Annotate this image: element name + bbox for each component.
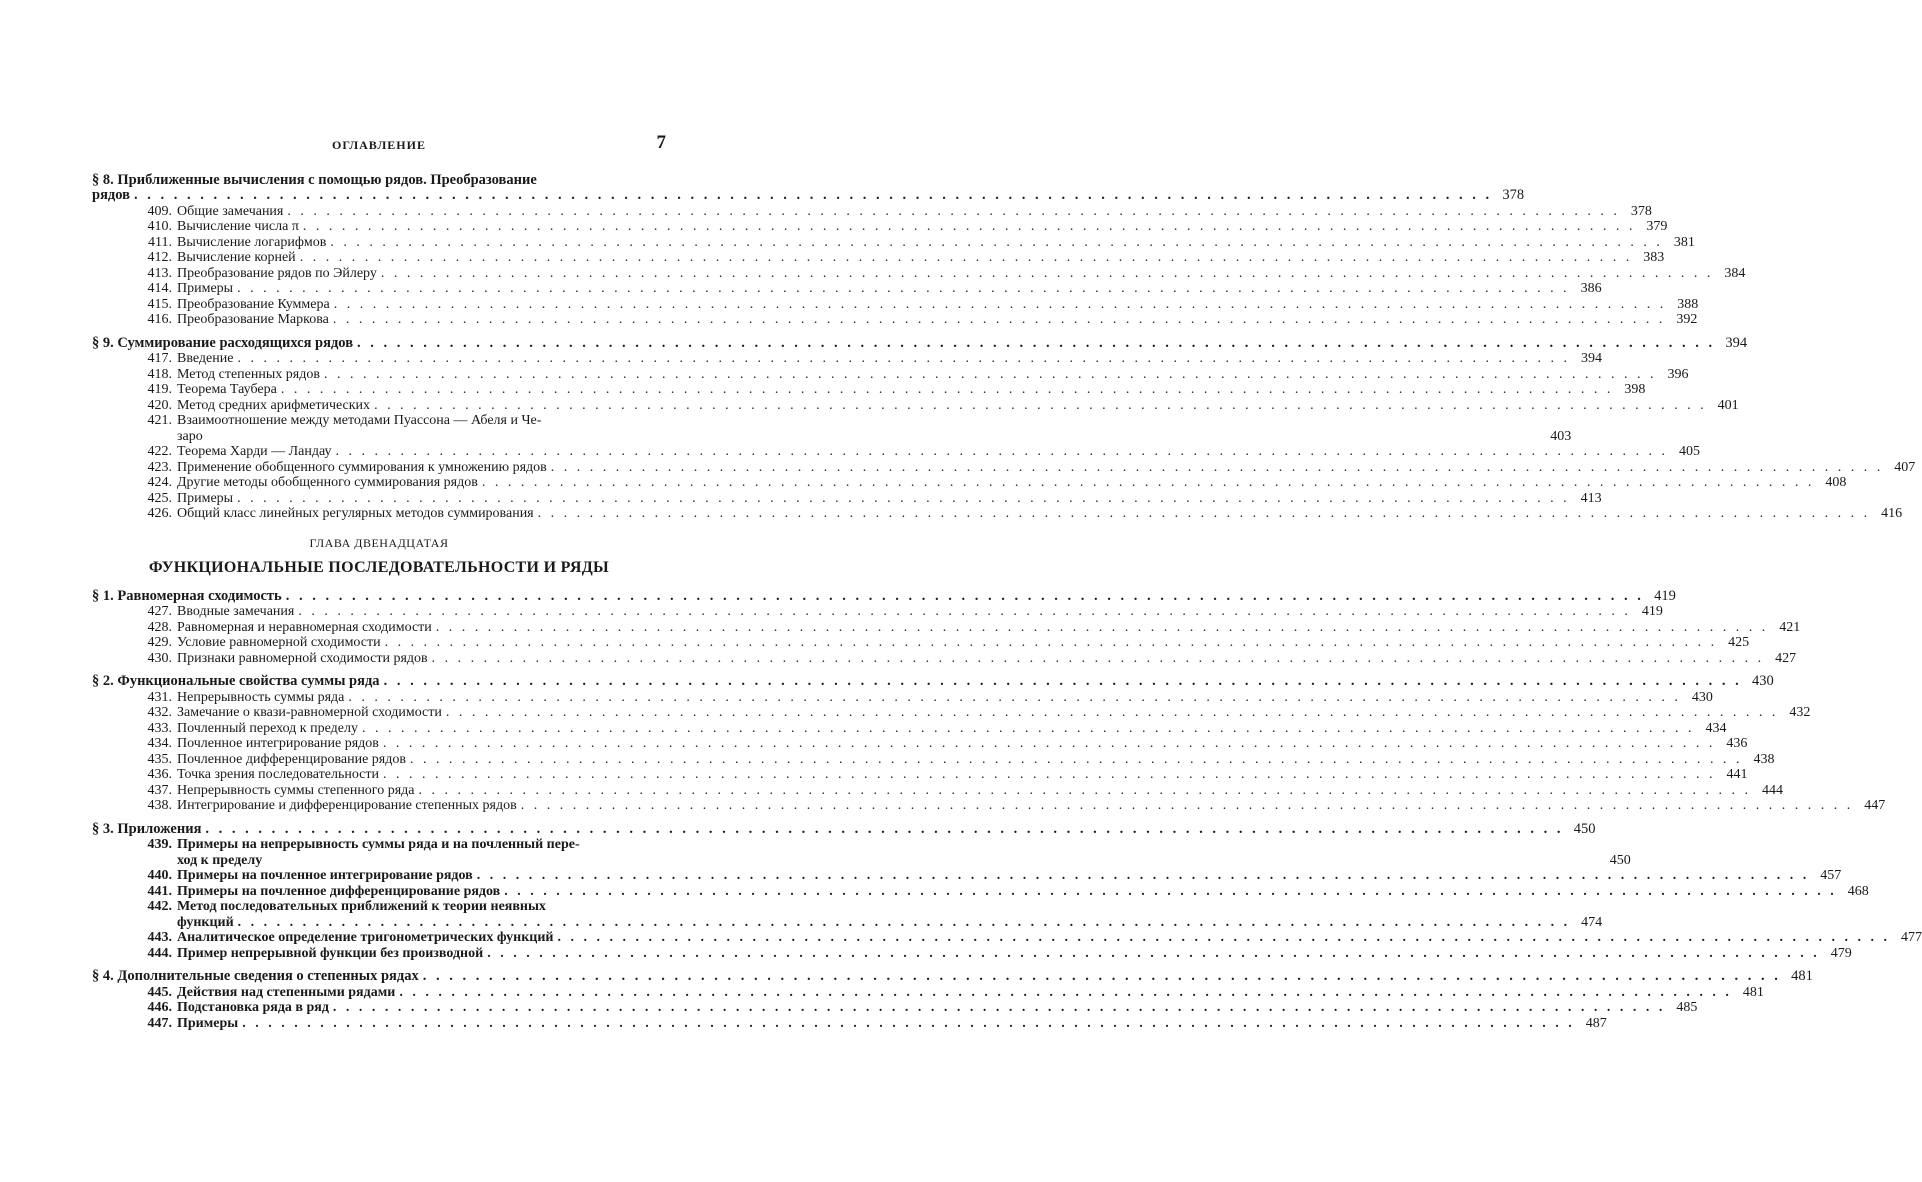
- section-title-text: Приложения: [117, 820, 202, 837]
- item-page: 441: [1726, 767, 1748, 782]
- toc-item: [92, 767, 1748, 783]
- item-page: 407: [1894, 459, 1916, 475]
- item-number: 416.: [147, 312, 172, 327]
- item-number: 423.: [147, 459, 172, 475]
- leader-dots: [134, 188, 1492, 204]
- leader-dots: [237, 351, 1570, 367]
- item-number: 409.: [147, 203, 172, 219]
- toc-item: [92, 868, 1842, 884]
- toc-items: [92, 444, 1916, 522]
- item-text: Преобразование рядов по Эйлеру: [177, 265, 377, 281]
- section-heading: [92, 673, 1774, 690]
- item-text-line1: Примеры на непрерывность суммы ряда и на почленный пере-: [177, 837, 580, 852]
- leader-dots: [521, 798, 1854, 814]
- item-page: 416: [1881, 506, 1903, 521]
- leader-dots: [336, 444, 1669, 460]
- item-number: 425.: [147, 490, 172, 506]
- item-number: 414.: [147, 281, 172, 296]
- item-text-line2: ход к пределу: [177, 852, 263, 868]
- leader-dots: [383, 736, 1716, 752]
- item-page: 425: [1728, 635, 1750, 650]
- toc-item: [92, 720, 1727, 737]
- toc-item: [92, 281, 1602, 297]
- page-header: [92, 132, 666, 156]
- toc-item: [92, 265, 1746, 282]
- item-text: Применение обобщенного суммирования к умножению рядов: [177, 459, 547, 475]
- item-number: 417.: [147, 351, 172, 366]
- toc-item: [92, 604, 1663, 620]
- toc-item: [92, 650, 1797, 667]
- leader-dots: [423, 969, 1781, 985]
- item-text: Интегрирование и дифференцирование степенных рядов: [177, 798, 517, 813]
- item-page: 447: [1864, 798, 1886, 813]
- item-page: 388: [1677, 296, 1699, 312]
- leader-dots: [487, 946, 1820, 962]
- item-text: Замечание о квази-равномерной сходимости: [177, 705, 442, 720]
- item-number: 410.: [147, 219, 172, 234]
- toc-section-4: [92, 968, 1813, 1031]
- item-text: Метод средних арифметических: [177, 397, 371, 413]
- item-page: 401: [1717, 397, 1739, 413]
- item-page: 474: [1581, 914, 1603, 930]
- leader-dots: [286, 589, 1644, 605]
- item-number: 442.: [147, 899, 172, 914]
- item-text-line1: Метод последовательных приближений к теории неявных: [177, 899, 546, 914]
- toc-section-2: [92, 673, 1886, 814]
- toc-item: [92, 397, 1739, 414]
- toc-items: [92, 604, 1801, 666]
- item-page: 427: [1775, 650, 1797, 666]
- section-title: [92, 674, 380, 690]
- leader-dots: [238, 915, 1571, 931]
- section-heading: [92, 172, 666, 188]
- item-page: 386: [1580, 281, 1602, 296]
- item-page: 403: [1550, 428, 1572, 444]
- item-number: 413.: [147, 265, 172, 281]
- item-number: 412.: [147, 250, 172, 265]
- leader-dots: [330, 235, 1663, 251]
- item-page: 392: [1676, 312, 1698, 327]
- toc-item: [92, 203, 1652, 220]
- item-page: 457: [1820, 868, 1842, 883]
- item-text: Вычисление логарифмов: [177, 234, 327, 250]
- item-text: Вычисление корней: [177, 250, 296, 265]
- section-title: [92, 822, 201, 838]
- item-text: Точка зрения последовательности: [177, 767, 379, 782]
- section-label: § 8.: [92, 172, 114, 188]
- item-page: 487: [1585, 1015, 1607, 1031]
- item-page: 444: [1761, 782, 1783, 798]
- toc-item: [92, 490, 1602, 507]
- item-number: 427.: [147, 604, 172, 619]
- leader-dots: [385, 635, 1718, 651]
- item-text: Теорема Таубера: [177, 382, 277, 397]
- toc-items: [92, 203, 1746, 328]
- item-page: 436: [1726, 736, 1748, 751]
- item-page: 485: [1676, 1000, 1698, 1015]
- leader-dots: [242, 1016, 1575, 1032]
- item-text: Признаки равномерной сходимости рядов: [177, 650, 428, 666]
- leader-dots: [383, 767, 1716, 783]
- toc-item: [92, 984, 1764, 1001]
- section-label: § 2.: [92, 673, 114, 689]
- item-text: Примеры: [177, 1015, 239, 1031]
- toc-item: [92, 506, 1903, 522]
- item-number: 431.: [147, 689, 172, 705]
- leader-dots: [362, 721, 1695, 737]
- item-text: Условие равномерной сходимости: [177, 635, 381, 650]
- item-text: Подстановка ряда в ряд: [177, 1000, 329, 1015]
- leader-dots: [504, 884, 1837, 900]
- section-title-text: Равномерная сходимость: [117, 587, 282, 604]
- item-text: Общий класс линейных регулярных методов суммирования: [177, 506, 534, 521]
- toc-item: [92, 689, 1713, 706]
- item-text: Непрерывность суммы ряда: [177, 689, 345, 705]
- item-number: 428.: [147, 619, 172, 635]
- item-number: 439.: [147, 837, 172, 852]
- section-label: § 1.: [92, 587, 114, 604]
- section-label: § 4.: [92, 968, 114, 984]
- section-label: § 3.: [92, 820, 114, 837]
- item-number: 430.: [147, 650, 172, 666]
- leader-dots: [410, 752, 1743, 768]
- toc-item-cont: [92, 428, 1572, 445]
- item-text-line2: функций: [177, 914, 234, 930]
- leader-dots: [333, 1000, 1666, 1016]
- leader-dots: [436, 620, 1769, 636]
- section-heading: [92, 334, 1748, 352]
- item-text: Равномерная и неравномерная сходимости: [177, 619, 432, 635]
- leader-dots: [551, 460, 1884, 476]
- item-number: 421.: [147, 413, 172, 428]
- toc-item: [92, 234, 1695, 251]
- toc-items: [92, 351, 1739, 413]
- toc-item-cont: [92, 852, 1631, 869]
- toc-item: [92, 296, 1699, 313]
- section-title-line2: рядов: [92, 187, 130, 203]
- item-text: Почленный переход к пределу: [177, 720, 358, 736]
- item-text: Почленное интегрирование рядов: [177, 736, 379, 751]
- item-text: Аналитическое определение тригонометрических функций: [177, 930, 554, 945]
- item-number: 434.: [147, 736, 172, 751]
- item-page: 383: [1643, 250, 1665, 265]
- leader-dots: [418, 783, 1751, 799]
- section-page: 481: [1791, 968, 1813, 984]
- item-number: 435.: [147, 751, 172, 767]
- item-number: 426.: [147, 506, 172, 521]
- toc-item: [92, 751, 1775, 768]
- item-number: 420.: [147, 397, 172, 413]
- toc-item: [92, 366, 1689, 383]
- section-title: [92, 336, 353, 352]
- item-number: 422.: [147, 444, 172, 459]
- toc-item: [92, 219, 1668, 235]
- leader-dots: [300, 250, 1633, 266]
- item-number: 424.: [147, 475, 172, 490]
- item-text: Метод степенных рядов: [177, 366, 320, 382]
- toc-item-cont: [92, 914, 1603, 931]
- item-number: 429.: [147, 635, 172, 650]
- item-page: 430: [1691, 689, 1713, 705]
- toc-items: [92, 930, 1922, 961]
- toc-item: [92, 635, 1750, 651]
- toc-item: [92, 798, 1886, 814]
- item-text: Вычисление числа π: [177, 219, 299, 234]
- item-page: 421: [1779, 619, 1801, 635]
- item-text: Действия над степенными рядами: [177, 984, 396, 1000]
- item-number: 445.: [147, 984, 172, 1000]
- toc-item: [92, 883, 1869, 900]
- toc-item-multiline: [92, 899, 666, 915]
- toc-section-9: [92, 334, 1916, 522]
- toc-item: [92, 475, 1847, 491]
- item-text: Примеры на почленное интегрирование рядов: [177, 868, 473, 883]
- item-page: 479: [1830, 945, 1852, 961]
- item-page: 432: [1789, 705, 1811, 720]
- running-title: ОГЛАВЛЕНИЕ: [332, 138, 426, 152]
- leader-dots: [324, 367, 1657, 383]
- item-text: Преобразование Маркова: [177, 312, 329, 327]
- leader-dots: [237, 281, 1570, 297]
- leader-dots: [357, 336, 1715, 352]
- leader-dots: [298, 604, 1631, 620]
- toc-item: [92, 1015, 1607, 1032]
- toc-item: [92, 1000, 1698, 1016]
- item-page: 413: [1580, 490, 1602, 506]
- item-page: 381: [1673, 234, 1695, 250]
- leader-dots: [432, 651, 1765, 667]
- item-text: Непрерывность суммы степенного ряда: [177, 782, 415, 798]
- leader-dots: [334, 297, 1667, 313]
- item-page: 394: [1580, 351, 1602, 366]
- toc-item: [92, 459, 1916, 476]
- leader-dots: [384, 674, 1742, 690]
- section-page: 378: [1502, 187, 1525, 203]
- item-text: Другие методы обобщенного суммирования рядов: [177, 475, 478, 490]
- item-number: 432.: [147, 705, 172, 720]
- item-number: 437.: [147, 782, 172, 798]
- toc-section-1: [92, 587, 1801, 667]
- toc-section-3: [92, 820, 1922, 962]
- section-heading: [92, 968, 1813, 985]
- section-page: 419: [1654, 587, 1676, 604]
- item-text-line1: Взаимоотношение между методами Пуассона — Абеля и Че-: [177, 413, 542, 428]
- toc-item: [92, 705, 1811, 721]
- item-page: 450: [1609, 852, 1631, 868]
- toc-item: [92, 736, 1748, 752]
- item-page: 384: [1724, 265, 1746, 281]
- leader-dots: [446, 705, 1779, 721]
- item-text: Преобразование Куммера: [177, 296, 330, 312]
- item-number: 411.: [148, 234, 172, 250]
- item-page: 408: [1825, 475, 1847, 490]
- section-title: [92, 969, 419, 985]
- toc-item: [92, 945, 1852, 962]
- item-number: 418.: [147, 366, 172, 382]
- item-text-line2: заро: [177, 428, 203, 444]
- toc-item-multiline: [92, 413, 666, 429]
- toc-item: [92, 351, 1602, 367]
- item-text: Почленное дифференцирование рядов: [177, 751, 406, 767]
- item-text: Теорема Харди — Ландау: [177, 444, 332, 459]
- leader-dots: [477, 868, 1810, 884]
- leader-dots: [538, 506, 1871, 522]
- section-heading: [92, 820, 1596, 838]
- item-number: 441.: [147, 883, 172, 899]
- section-heading: [92, 587, 1676, 605]
- section-title-text: Суммирование расходящихся рядов: [117, 334, 354, 351]
- item-text: Общие замечания: [177, 203, 284, 219]
- item-page: 378: [1630, 203, 1652, 219]
- item-page: 481: [1742, 984, 1764, 1000]
- item-number: 446.: [147, 1000, 172, 1015]
- item-number: 438.: [147, 798, 172, 813]
- item-page: 379: [1646, 219, 1668, 234]
- item-page: 477: [1901, 930, 1922, 945]
- toc-items: [92, 868, 1869, 899]
- leader-dots: [237, 491, 1570, 507]
- section-label: § 9.: [92, 334, 114, 351]
- section-title-line1: Приближенные вычисления с помощью рядов. Преобразование: [117, 172, 537, 188]
- toc-item: [92, 382, 1646, 398]
- item-number: 444.: [147, 945, 172, 961]
- section-title-text: Функциональные свойства суммы ряда: [117, 673, 380, 689]
- toc-items: [92, 689, 1886, 814]
- leader-dots: [558, 930, 1891, 946]
- item-text: Примеры: [177, 490, 234, 506]
- toc-item: [92, 250, 1665, 266]
- toc-items: [92, 984, 1764, 1032]
- item-number: 436.: [147, 767, 172, 782]
- toc-item: [92, 619, 1801, 636]
- leader-dots: [348, 690, 1681, 706]
- item-number: 440.: [147, 868, 172, 883]
- section-page: 394: [1725, 334, 1748, 351]
- section-title-text: Дополнительные сведения о степенных рядах: [117, 968, 419, 984]
- item-text: Пример непрерывной функции без производной: [177, 945, 484, 961]
- leader-dots: [333, 312, 1666, 328]
- item-number: 443.: [147, 930, 172, 945]
- toc-item-multiline: [92, 837, 666, 853]
- item-page: 419: [1641, 604, 1663, 619]
- item-page: 398: [1624, 382, 1646, 397]
- leader-dots: [287, 204, 1620, 220]
- item-page: 396: [1667, 366, 1689, 382]
- leader-dots: [374, 398, 1707, 414]
- section-heading-cont: [92, 187, 1525, 204]
- toc-item: [92, 930, 1922, 946]
- item-number: 419.: [147, 382, 172, 397]
- leader-dots: [303, 219, 1636, 235]
- toc-content: [92, 172, 1922, 1039]
- item-number: 433.: [147, 720, 172, 736]
- chapter-title: ФУНКЦИОНАЛЬНЫЕ ПОСЛЕДОВАТЕЛЬНОСТИ И РЯДЫ: [148, 558, 610, 576]
- leader-dots: [482, 475, 1815, 491]
- item-text: Примеры: [177, 281, 234, 296]
- item-text: Вводные замечания: [177, 604, 295, 619]
- section-page: 450: [1573, 820, 1596, 837]
- toc-item: [92, 312, 1698, 328]
- section-page: 430: [1751, 673, 1774, 689]
- item-text: Введение: [177, 351, 234, 366]
- leader-dots: [381, 266, 1714, 282]
- leader-dots: [399, 985, 1732, 1001]
- item-page: 438: [1753, 751, 1775, 767]
- toc-item: [92, 444, 1701, 460]
- item-number: 415.: [147, 296, 172, 312]
- chapter-heading: [92, 536, 666, 577]
- item-text: Примеры на почленное дифференцирование рядов: [177, 883, 501, 899]
- leader-dots: [205, 822, 1563, 838]
- leader-dots: [281, 382, 1614, 398]
- section-title: [92, 589, 282, 605]
- chapter-label: ГЛАВА ДВЕНАДЦАТАЯ: [309, 535, 449, 550]
- item-page: 468: [1847, 883, 1869, 899]
- toc-item: [92, 782, 1783, 799]
- item-page: 434: [1705, 720, 1727, 736]
- item-number: 447.: [147, 1015, 172, 1031]
- page-number: 7: [656, 132, 666, 153]
- toc-section-8: [92, 172, 1746, 328]
- item-page: 405: [1679, 444, 1701, 459]
